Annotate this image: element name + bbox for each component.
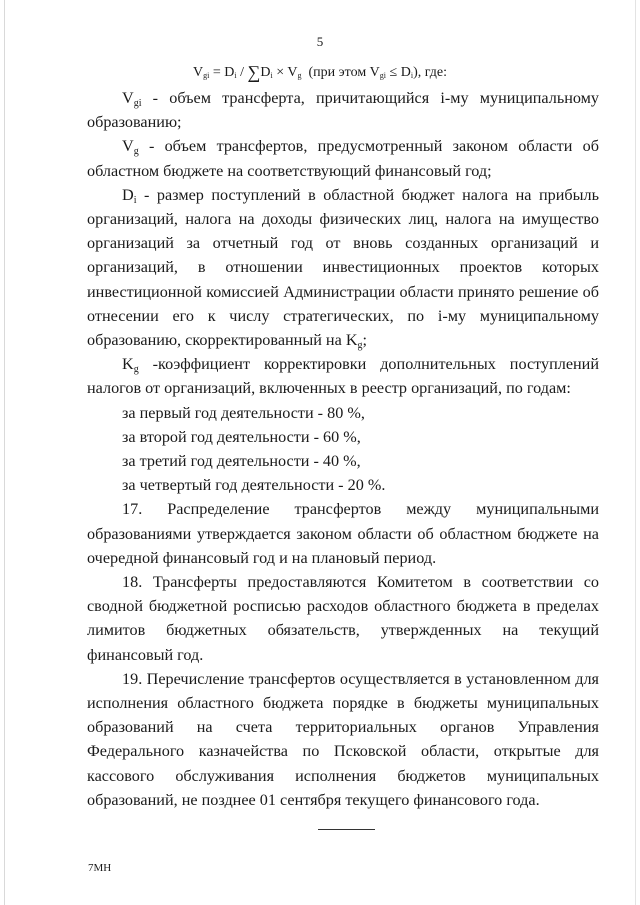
- sum-sign: ∑: [247, 62, 261, 82]
- formula-condition: (при этом V: [308, 65, 380, 80]
- scan-edge-left: [4, 0, 5, 905]
- end-divider-line: [318, 829, 375, 830]
- year-coefficient-item: за третий год деятельности - 40 %,: [122, 452, 361, 471]
- definition-di: $D_i$ - размер поступлений в областной бюджет налога на прибыль организаций, налога на доходы физических лиц, налога на имущество организаций за отчетный год от вновь созданных организаций и организаций, в отношении инвестиционных проектов которых инвестиционной комиссией Администрации области принято решение об отнесении его к числу стратегических, по i-му муниципальному образованию, скорректированный на $K_g$;: [87, 185, 599, 352]
- clause-18: 18. Трансферты предоставляются Комитетом в соответствии со сводной бюджетной росписью расходов областного бюджета в пределах лимитов бюджетных обязательств, утвержденных на текущий финансовый год.: [87, 573, 599, 664]
- clause-17: 17. Распределение трансфертов между муниципальными образованиями утверждается законом области об областном бюджете на очередной финансовый год и на плановый период.: [87, 500, 599, 567]
- document-body: [87, 86, 599, 812]
- definition-kg: $K_g$ -коэффициент корректировки дополнительных поступлений налогов от организаций, включенных в реестр организаций, по годам:: [87, 355, 599, 398]
- definition-vg: $V_g$ - объем трансфертов, предусмотренный законом области об областном бюджете на соответствующий финансовый год;: [87, 137, 599, 180]
- footer-code: 7МН: [88, 862, 112, 874]
- page-number: 5: [316, 34, 324, 49]
- formula: $V_{gi} = D_i / \sum D_i \times V_g$ (при этом $V_{gi} \le D_i$), где:: [193, 62, 447, 82]
- clause-19: 19. Перечисление трансфертов осуществляется в установленном для исполнения областного бюджета порядке в бюджеты муниципальных образований на счета территориальных органов Управления Федерального казначейства по Псковской области, открытые для кассового обслуживания исполнения бюджетов муниципальных образований, не позднее 01 сентября текущего финансового года.: [87, 669, 599, 809]
- definition-vgi: $V_{gi}$ - объем трансферта, причитающийся i-му муниципальному образованию;: [87, 89, 599, 132]
- scan-edge-right: [635, 0, 636, 905]
- year-coefficient-item: за второй год деятельности - 60 %,: [122, 427, 361, 446]
- year-coefficient-item: за четвертый год деятельности - 20 %.: [122, 476, 386, 495]
- year-coefficient-item: за первый год деятельности - 80 %,: [122, 403, 365, 422]
